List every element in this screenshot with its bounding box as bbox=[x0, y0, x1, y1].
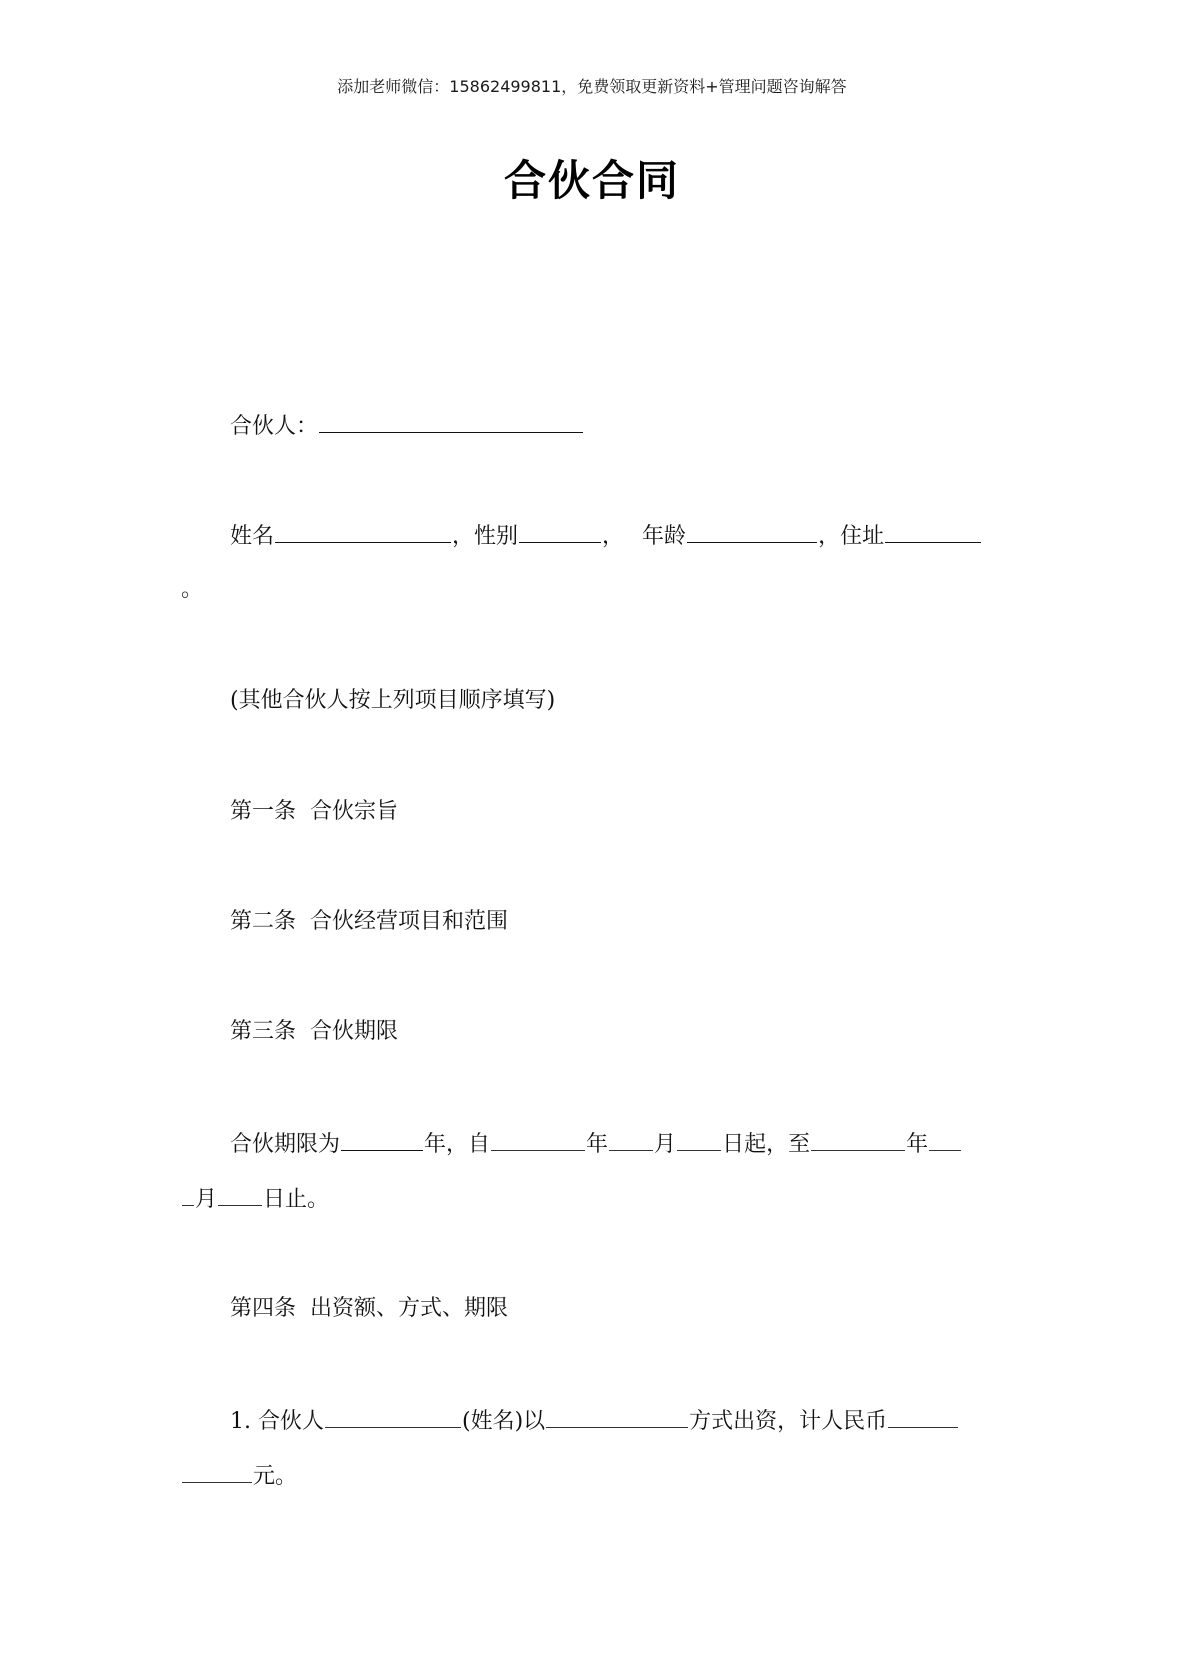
term-text-7: 月 bbox=[195, 1187, 218, 1212]
article-2-title: 合伙经营项目和范围 bbox=[310, 909, 509, 934]
article-3-title: 合伙期限 bbox=[310, 1019, 399, 1044]
info-line bbox=[230, 520, 982, 552]
term-text-5: 日起，至 bbox=[722, 1132, 811, 1157]
article-4-title: 出资额、方式、期限 bbox=[310, 1296, 509, 1321]
term-years-blank[interactable] bbox=[341, 1128, 423, 1151]
term-text-8: 日止。 bbox=[263, 1187, 330, 1212]
amount-blank-end[interactable] bbox=[182, 1460, 252, 1483]
document-title: 合伙合同 bbox=[503, 156, 680, 205]
age-blank[interactable] bbox=[687, 520, 817, 543]
partner-label: 合伙人： bbox=[230, 414, 319, 439]
term-text-6: 年 bbox=[906, 1132, 929, 1157]
capital-line-cont bbox=[181, 1460, 297, 1492]
start-month-blank[interactable] bbox=[609, 1128, 653, 1151]
amount-blank-start[interactable] bbox=[888, 1405, 958, 1428]
article-3-num: 第三条 bbox=[230, 1019, 297, 1044]
gender-blank[interactable] bbox=[519, 520, 601, 543]
header-note: 添加老师微信：15862499811，免费领取更新资料+管理问题咨询解答 bbox=[337, 77, 847, 96]
article-1-title: 合伙宗旨 bbox=[310, 799, 399, 824]
article-1 bbox=[230, 797, 398, 827]
term-text-3: 年 bbox=[586, 1132, 609, 1157]
term-text-1: 合伙期限为 bbox=[230, 1132, 341, 1157]
term-text-4: 月 bbox=[654, 1132, 677, 1157]
end-month-blank-start[interactable] bbox=[929, 1128, 961, 1151]
term-line-cont bbox=[181, 1183, 329, 1215]
partner-name-blank[interactable] bbox=[325, 1405, 461, 1428]
article-2 bbox=[230, 907, 508, 937]
partner-line bbox=[230, 410, 584, 442]
info-line-end: 。 bbox=[181, 577, 204, 602]
start-year-blank[interactable] bbox=[491, 1128, 585, 1151]
term-text-2: 年，自 bbox=[424, 1132, 491, 1157]
capital-text-4: 元。 bbox=[253, 1464, 298, 1489]
gender-label: ，性别 bbox=[452, 524, 519, 549]
capital-text-1: 1. 合伙人 bbox=[230, 1409, 324, 1434]
address-label: ，住址 bbox=[818, 524, 885, 549]
fill-note: (其他合伙人按上列项目顺序填写) bbox=[230, 688, 556, 713]
article-4 bbox=[230, 1294, 508, 1324]
age-label: 年龄 bbox=[642, 524, 687, 549]
comma-text: ， bbox=[602, 524, 625, 549]
article-4-num: 第四条 bbox=[230, 1296, 297, 1321]
term-line bbox=[230, 1128, 962, 1160]
capital-text-3: 方式出资，计人民币 bbox=[689, 1409, 888, 1434]
end-year-blank[interactable] bbox=[811, 1128, 905, 1151]
article-1-num: 第一条 bbox=[230, 799, 297, 824]
capital-text-2: (姓名)以 bbox=[461, 1409, 546, 1434]
capital-line bbox=[230, 1405, 959, 1437]
name-blank[interactable] bbox=[275, 520, 451, 543]
capital-method-blank[interactable] bbox=[546, 1405, 688, 1428]
article-3 bbox=[230, 1017, 398, 1047]
article-2-num: 第二条 bbox=[230, 909, 297, 934]
end-day-blank[interactable] bbox=[218, 1183, 262, 1206]
end-month-blank-end[interactable] bbox=[182, 1183, 194, 1206]
partner-blank[interactable] bbox=[319, 410, 583, 433]
start-day-blank[interactable] bbox=[677, 1128, 721, 1151]
name-label: 姓名 bbox=[230, 524, 275, 549]
address-blank[interactable] bbox=[885, 520, 981, 543]
